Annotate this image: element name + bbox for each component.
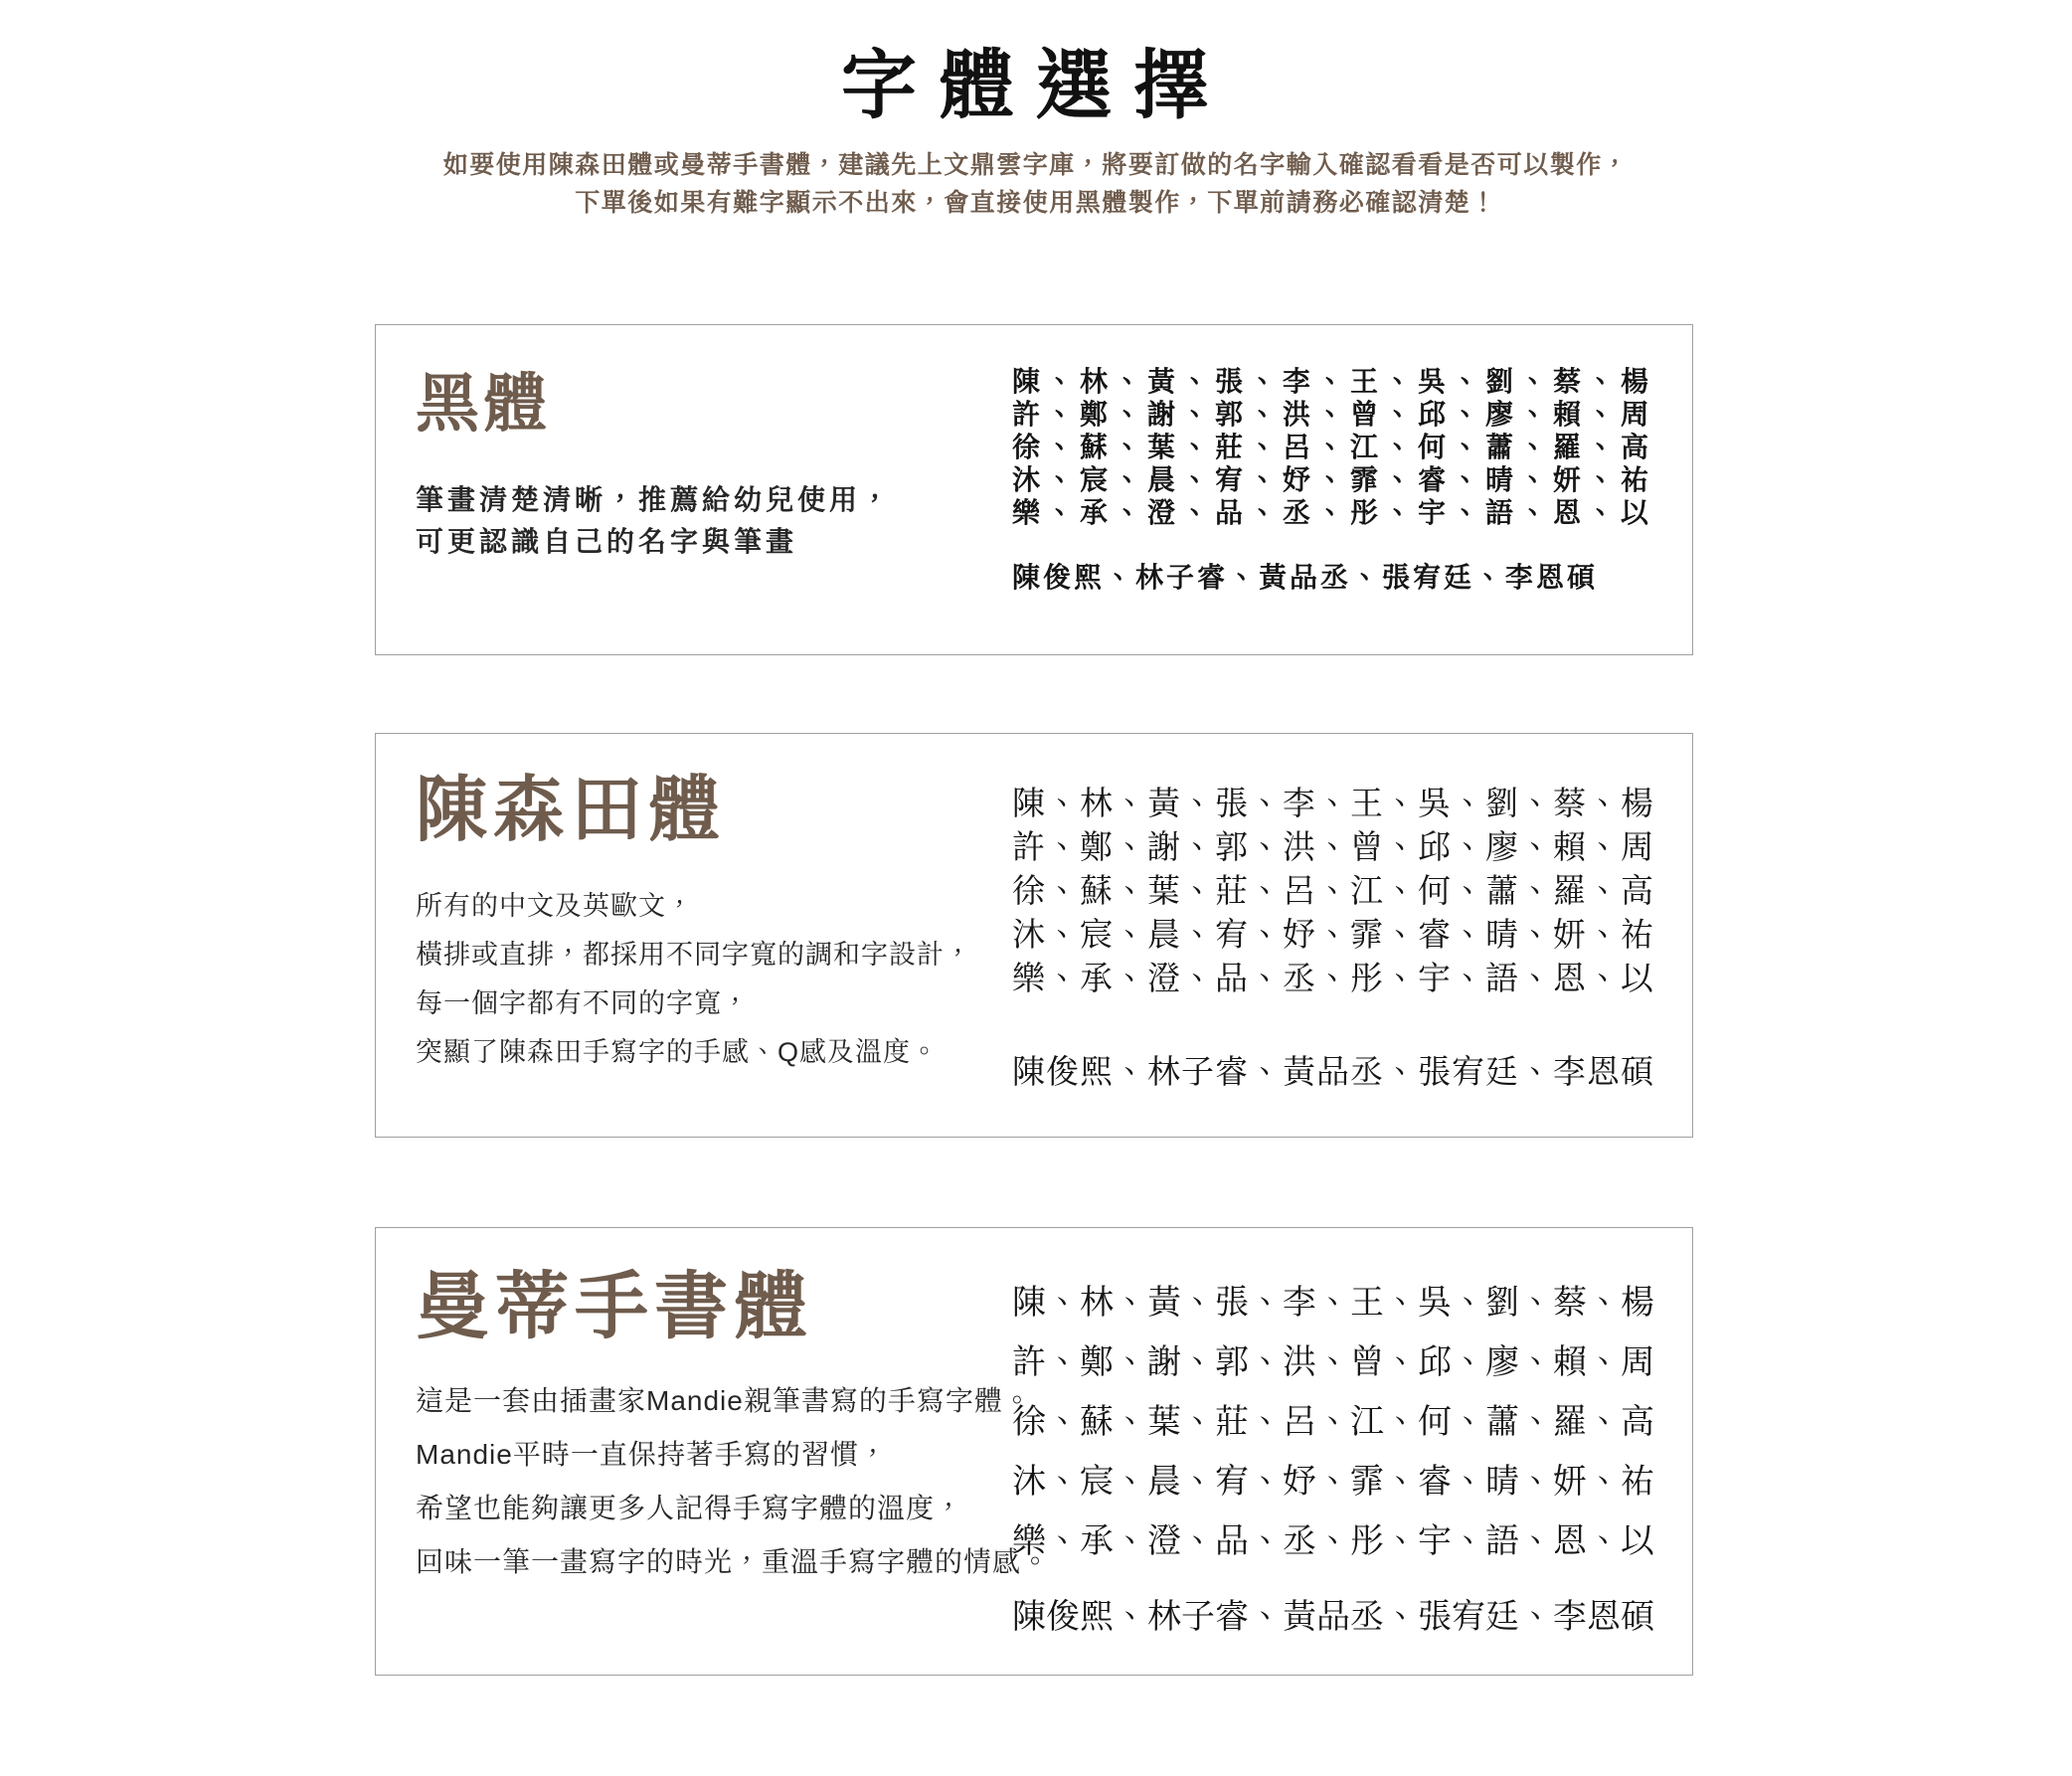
font-name-mandie: 曼蒂手書體	[416, 1264, 813, 1347]
font-card-heiti	[375, 324, 1693, 655]
font-description-chensentian	[416, 882, 1012, 1077]
character-grid-row: 許、鄭、謝、郭、洪、曾、邱、廖、賴、周	[1012, 398, 1655, 430]
character-grid-heiti	[1012, 365, 1672, 529]
sample-names-chensentian: 陳俊熙、林子睿、黃品丞、張宥廷、李恩碩	[1012, 1052, 1654, 1090]
character-grid-row: 樂、承、澄、品、丞、彤、宇、語、恩、以	[1012, 496, 1655, 528]
font-card-mandie-info	[416, 1264, 1051, 1675]
font-card-chensentian	[375, 733, 1693, 1138]
font-name-heiti: 黑體	[416, 367, 551, 440]
description-line: 筆畫清楚清晰，推薦給幼兒使用，	[416, 483, 894, 515]
sample-names-heiti: 陳俊熙、林子睿、黃品丞、張宥廷、李恩碩	[1012, 561, 1599, 593]
description-line: 所有的中文及英歐文，	[416, 891, 694, 922]
description-line: 這是一套由插畫家Mandie親筆書寫的手寫字體。	[416, 1385, 1032, 1417]
character-grid-row: 沐、宸、晨、宥、妤、霏、睿、晴、妍、祐	[1012, 463, 1655, 495]
character-grid-row: 沐、宸、晨、宥、妤、霏、睿、晴、妍、祐	[1012, 915, 1654, 953]
character-grid-row: 樂、承、澄、品、丞、彤、宇、語、恩、以	[1012, 959, 1654, 996]
font-card-mandie-samples	[1012, 1268, 1672, 1675]
character-grid-row: 沐、宸、晨、宥、妤、霏、睿、晴、妍、祐	[1012, 1462, 1654, 1501]
page-title: 字體選擇	[841, 44, 1231, 128]
font-name-chensentian: 陳森田體	[416, 770, 727, 850]
character-grid-row: 徐、蘇、葉、莊、呂、江、何、蕭、羅、高	[1012, 871, 1654, 909]
font-description-heiti	[416, 479, 1012, 563]
character-grid-row: 陳、林、黃、張、李、王、吳、劉、蔡、楊	[1012, 365, 1655, 397]
character-grid-row: 徐、蘇、葉、莊、呂、江、何、蕭、羅、高	[1012, 1402, 1654, 1441]
description-line: 希望也能夠讓更多人記得手寫字體的溫度，	[416, 1493, 964, 1524]
sample-names-mandie: 陳俊熙、林子睿、黃品丞、張宥廷、李恩碩	[1012, 1597, 1654, 1636]
character-grid-row: 徐、蘇、葉、莊、呂、江、何、蕭、羅、高	[1012, 431, 1655, 462]
description-line: 可更認識自己的名字與筆畫	[416, 525, 798, 557]
description-line: 突顯了陳森田手寫字的手感、Q感及溫度。	[416, 1037, 940, 1068]
font-card-chensentian-samples	[1012, 774, 1672, 1137]
character-grid-chensentian	[1012, 782, 1672, 1000]
font-card-heiti-info	[416, 365, 1012, 654]
font-card-heiti-samples	[1012, 365, 1672, 654]
font-card-chensentian-info	[416, 770, 1012, 1137]
character-grid-row: 樂、承、澄、品、丞、彤、宇、語、恩、以	[1012, 1521, 1654, 1560]
description-line: 橫排或直排，都採用不同字寬的調和字設計，	[416, 940, 972, 971]
description-line: Mandie平時一直保持著手寫的習慣，	[416, 1439, 888, 1471]
character-grid-row: 許、鄭、謝、郭、洪、曾、邱、廖、賴、周	[1012, 827, 1654, 865]
description-line: 每一個字都有不同的字寬，	[416, 988, 750, 1019]
page-subtitle-line-1: 如要使用陳森田體或曼蒂手書體，建議先上文鼎雲字庫，將要訂做的名字輸入確認看看是否可以製作，	[442, 150, 1630, 179]
character-grid-row: 許、鄭、謝、郭、洪、曾、邱、廖、賴、周	[1012, 1342, 1654, 1381]
font-description-mandie	[416, 1374, 1051, 1589]
description-line: 回味一筆一畫寫字的時光，重溫手寫字體的情感。	[416, 1546, 1051, 1578]
page-subtitle	[0, 146, 2072, 222]
character-grid-row: 陳、林、黃、張、李、王、吳、劉、蔡、楊	[1012, 784, 1654, 821]
page-subtitle-line-2: 下單後如果有難字顯示不出來，會直接使用黑體製作，下單前請務必確認清楚！	[575, 188, 1497, 217]
character-grid-row: 陳、林、黃、張、李、王、吳、劉、蔡、楊	[1012, 1283, 1654, 1322]
character-grid-mandie	[1012, 1273, 1672, 1571]
font-card-mandie	[375, 1227, 1693, 1676]
